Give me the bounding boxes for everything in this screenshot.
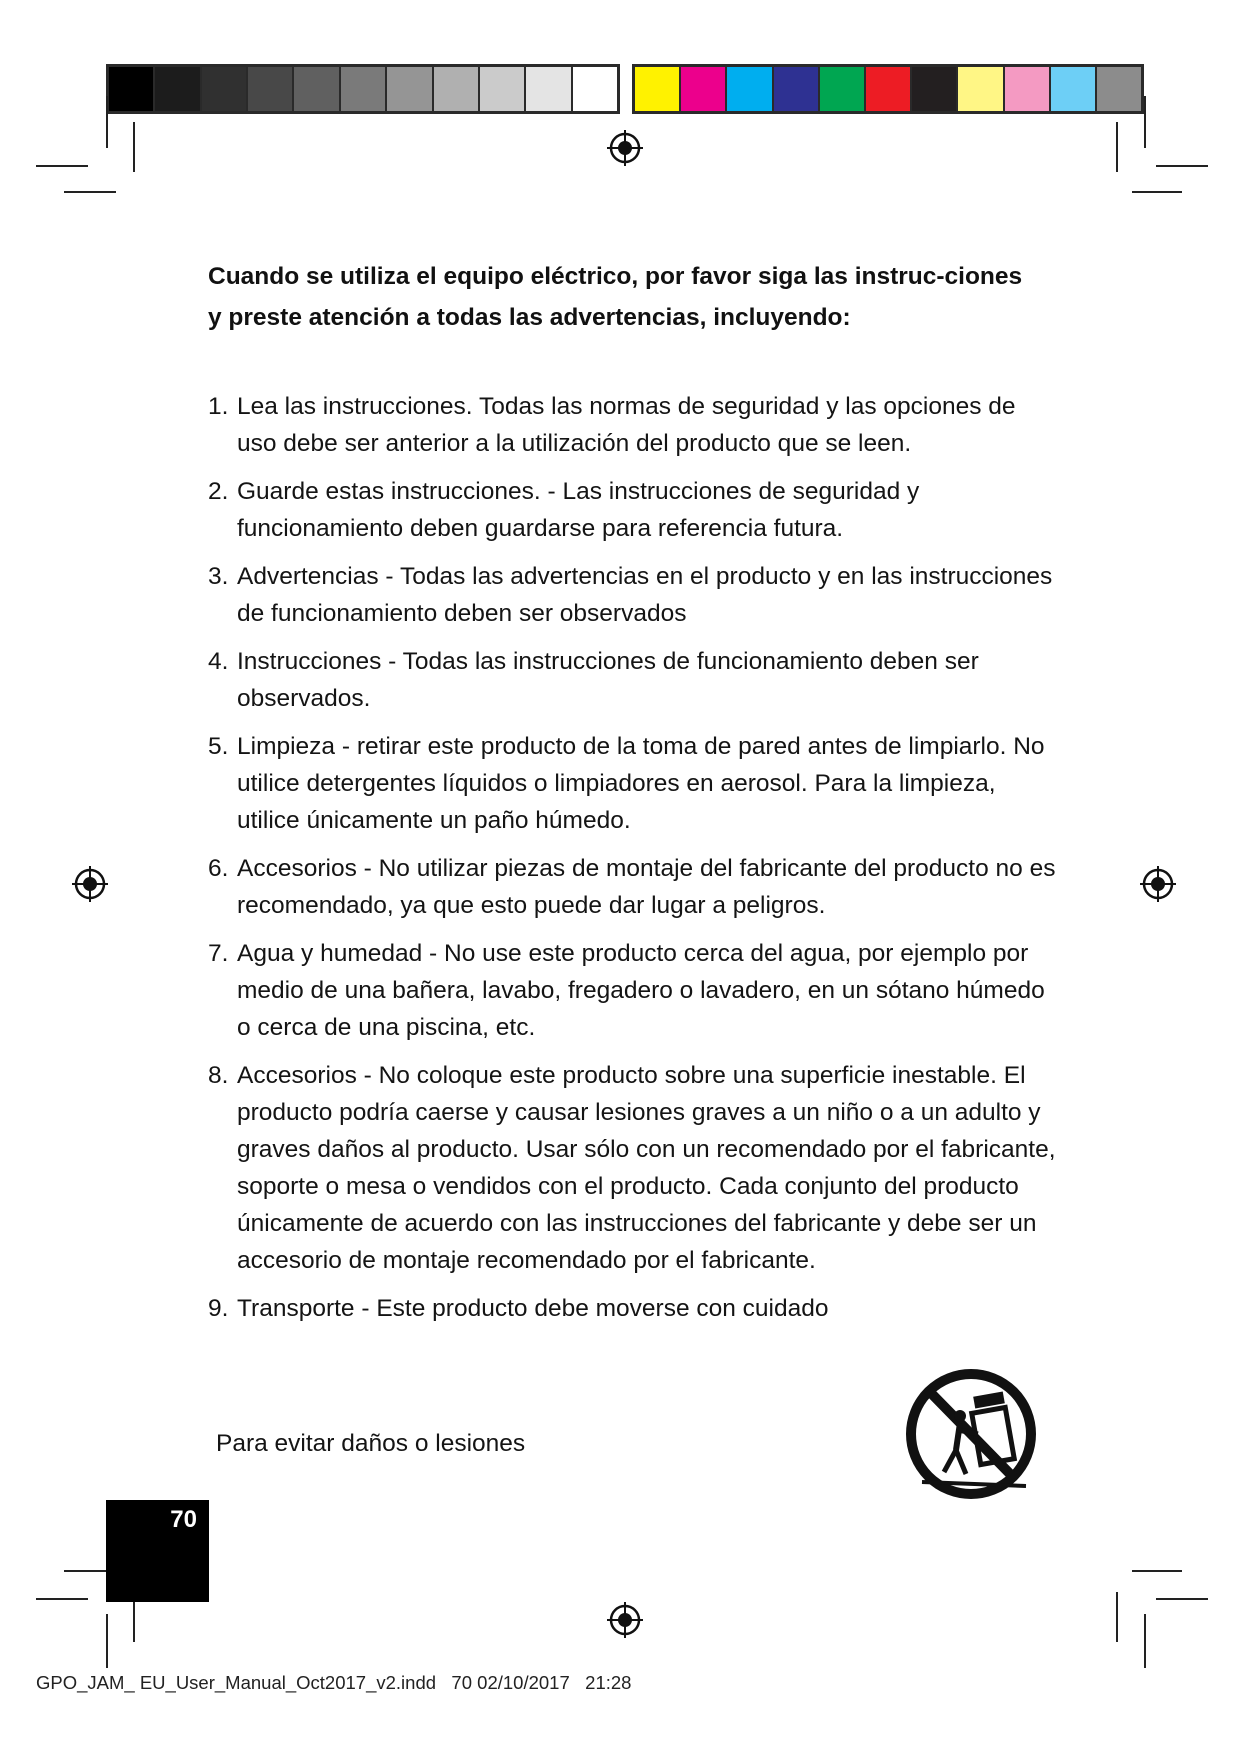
registration-mark-icon bbox=[1138, 864, 1178, 904]
crop-mark-bottom-right-v bbox=[1116, 1592, 1118, 1642]
list-item-text: Accesorios - No coloque este producto sobre una superficie inestable. El producto podría caerse y causar lesiones graves a un niño o a un adulto y graves daños al producto. Usar sólo con un recomendado por el fabricante, soporte o mesa o vendidos con el producto. Cada conjunto del producto únicamente de acuerdo con las instrucciones del fabricante y debe ser un accesorio de montaje recomendado por el fabricante. bbox=[237, 1062, 1056, 1274]
gray-swatch bbox=[387, 67, 433, 111]
crop-mark-top-left-v2 bbox=[133, 122, 135, 172]
list-item-text: Instrucciones - Todas las instrucciones de funcionamiento deben ser observados. bbox=[237, 648, 979, 712]
color-swatch bbox=[681, 67, 727, 111]
crop-mark-top-left-v bbox=[106, 96, 108, 148]
color-swatch bbox=[820, 67, 866, 111]
gray-swatch bbox=[341, 67, 387, 111]
gray-swatch bbox=[294, 67, 340, 111]
color-swatch bbox=[635, 67, 681, 111]
color-swatch bbox=[866, 67, 912, 111]
color-swatch bbox=[774, 67, 820, 111]
gray-swatch bbox=[109, 67, 155, 111]
gray-swatch bbox=[155, 67, 201, 111]
crop-mark-top-right-v bbox=[1144, 96, 1146, 148]
page-number: 70 bbox=[170, 1506, 197, 1533]
list-item-text: Limpieza - retirar este producto de la toma de pared antes de limpiarlo. No utilice detergentes líquidos o limpiadores en aerosol. Para la limpieza, utilice únicamente un paño húmedo. bbox=[237, 733, 1045, 834]
list-item-number: 2. bbox=[208, 478, 229, 505]
list-item-number: 7. bbox=[208, 940, 229, 967]
list-item-text: Accesorios - No utilizar piezas de montaje del fabricante del producto no es recomendado, ya que esto puede dar lugar a peligros. bbox=[237, 855, 1056, 919]
list-item-number: 3. bbox=[208, 563, 229, 590]
list-item-number: 9. bbox=[208, 1295, 229, 1322]
list-item bbox=[208, 643, 1058, 717]
color-swatch bbox=[727, 67, 773, 111]
color-swatch bbox=[1005, 67, 1051, 111]
gray-swatch bbox=[480, 67, 526, 111]
crop-mark-bottom-left-v2 bbox=[106, 1614, 108, 1668]
list-item bbox=[208, 1057, 1058, 1279]
list-item-text: Guarde estas instrucciones. - Las instrucciones de seguridad y funcionamiento deben guardarse para referencia futura. bbox=[237, 478, 920, 542]
gray-swatch bbox=[248, 67, 294, 111]
crop-mark-bottom-right-h bbox=[1132, 1570, 1182, 1572]
list-item-text: Lea las instrucciones. Todas las normas de seguridad y las opciones de uso debe ser anterior a la utilización del producto que se leen. bbox=[237, 393, 1016, 457]
registration-mark-icon bbox=[605, 128, 645, 168]
gray-swatch bbox=[434, 67, 480, 111]
crop-mark-top-left-h2 bbox=[64, 191, 116, 193]
list-item bbox=[208, 935, 1058, 1046]
gray-swatch bbox=[526, 67, 572, 111]
color-swatch bbox=[1051, 67, 1097, 111]
crop-mark-top-right-h2 bbox=[1132, 191, 1182, 193]
gray-swatch bbox=[202, 67, 248, 111]
crop-mark-top-left-h bbox=[36, 165, 88, 167]
page-heading: Cuando se utiliza el equipo eléctrico, por favor siga las instruc-ciones y preste atención a todas las advertencias, incluyendo: bbox=[208, 263, 1023, 331]
crop-mark-bottom-right-v2 bbox=[1144, 1614, 1146, 1668]
list-item-number: 1. bbox=[208, 393, 229, 420]
list-item-text: Advertencias - Todas las advertencias en el producto y en las instrucciones de funcionamiento deben ser observados bbox=[237, 563, 1053, 627]
crop-mark-bottom-left-h2 bbox=[36, 1598, 88, 1600]
crop-mark-top-right-v2 bbox=[1116, 122, 1118, 172]
list-item-number: 8. bbox=[208, 1062, 229, 1089]
list-item-number: 5. bbox=[208, 733, 229, 760]
list-item-text: Agua y humedad - No use este producto cerca del agua, por ejemplo por medio de una bañera, lavabo, fregadero o lavadero, en un sótano húmedo o cerca de una piscina, etc. bbox=[237, 940, 1045, 1041]
registration-mark-icon bbox=[605, 1600, 645, 1640]
list-item bbox=[208, 1290, 1058, 1327]
color-swatch bbox=[958, 67, 1004, 111]
crop-mark-bottom-right-h2 bbox=[1156, 1598, 1208, 1600]
crop-mark-top-right-h bbox=[1156, 165, 1208, 167]
list-item bbox=[208, 728, 1058, 839]
color-calibration-bar bbox=[632, 64, 1144, 114]
grayscale-calibration-bar bbox=[106, 64, 620, 114]
list-item bbox=[208, 473, 1058, 547]
color-swatch bbox=[1097, 67, 1141, 111]
color-swatch bbox=[912, 67, 958, 111]
list-item bbox=[208, 850, 1058, 924]
list-item-number: 6. bbox=[208, 855, 229, 882]
list-item-text: Transporte - Este producto debe moverse con cuidado bbox=[237, 1295, 829, 1322]
list-item bbox=[208, 558, 1058, 632]
cart-tip-over-warning-icon bbox=[900, 1368, 1042, 1506]
list-item bbox=[208, 388, 1058, 462]
print-slug-line: GPO_JAM_ EU_User_Manual_Oct2017_v2.indd 70 02/10/2017 21:28 bbox=[36, 1672, 632, 1693]
registration-mark-icon bbox=[70, 864, 110, 904]
page-number-tab bbox=[106, 1500, 209, 1602]
gray-swatch bbox=[573, 67, 617, 111]
item-9-continuation: Para evitar daños o lesiones bbox=[216, 1430, 526, 1457]
safety-instructions-list bbox=[208, 388, 1058, 1338]
list-item-number: 4. bbox=[208, 648, 229, 675]
